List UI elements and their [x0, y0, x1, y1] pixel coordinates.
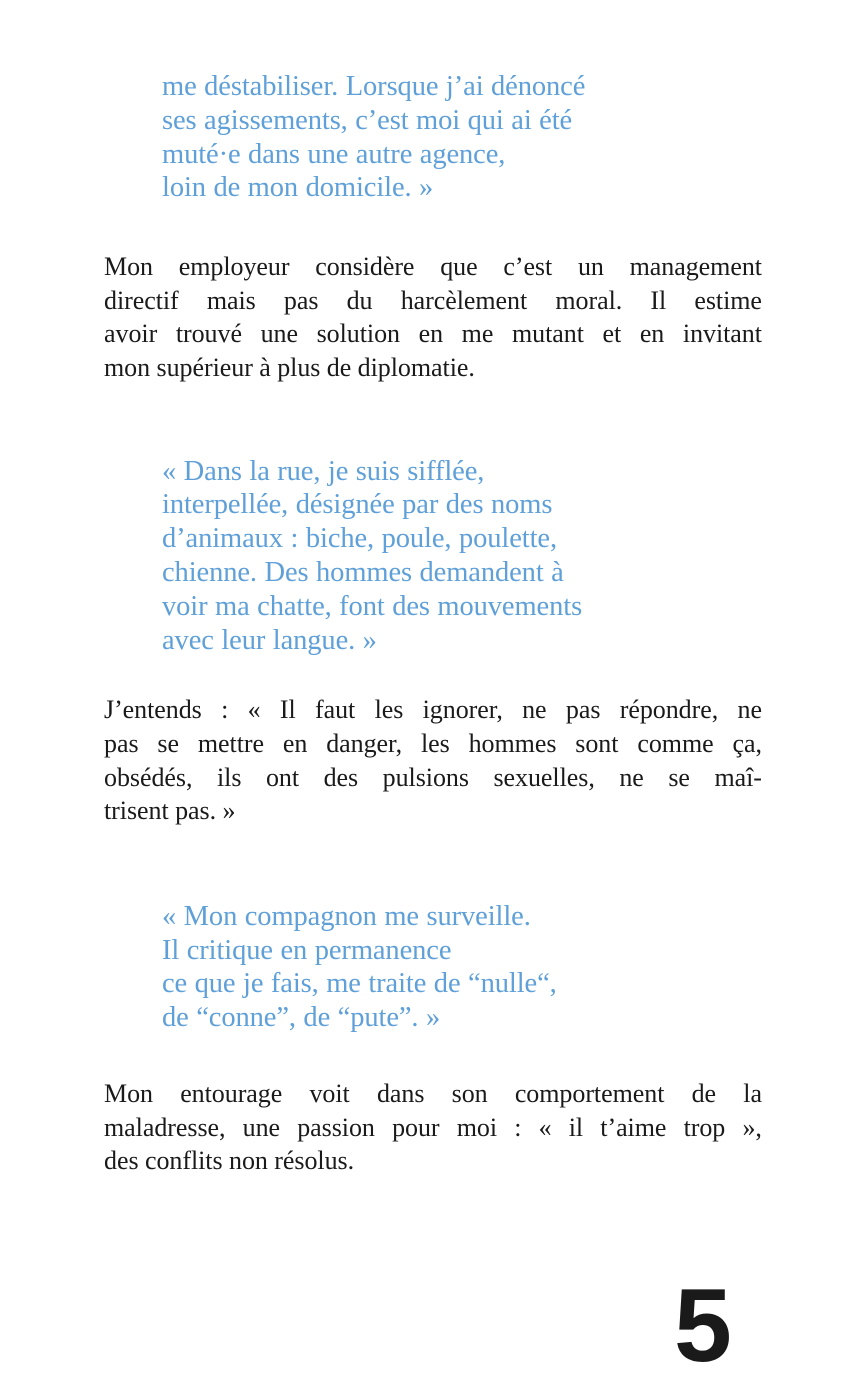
body-line: pas se mettre en danger, les hommes sont comme ça,	[104, 728, 762, 758]
page-content	[104, 70, 762, 1178]
spacer	[104, 205, 762, 250]
quote-line: « Dans la rue, je suis sifflée,	[162, 455, 485, 487]
quote-line: chienne. Des hommes demandent à	[162, 556, 564, 588]
spacer	[104, 828, 762, 900]
body-line: trisent pas. »	[104, 796, 236, 826]
body-paragraph-3	[104, 1077, 762, 1178]
body-line: mon supérieur à plus de diplomatie.	[104, 352, 475, 382]
body-line: J’entends : « Il faut les ignorer, ne pas répondre, ne	[104, 695, 762, 725]
quote-line: « Mon compagnon me surveille.	[162, 900, 531, 932]
body-line: Mon entourage voit dans son comportement de la	[104, 1078, 762, 1108]
quote-line: Il critique en permanence	[162, 934, 452, 966]
body-line: obsédés, ils ont des pulsions sexuelles, ne se maî-	[104, 762, 762, 792]
quote-line: ses agissements, c’est moi qui ai été	[162, 104, 573, 136]
body-line: avoir trouvé une solution en me mutant et en invitant	[104, 319, 762, 349]
body-paragraph-2	[104, 693, 762, 827]
pull-quote-2	[162, 455, 762, 658]
pull-quote-1	[162, 70, 762, 205]
pull-quote-3	[162, 900, 762, 1035]
quote-line: avec leur langue. »	[162, 624, 377, 656]
spacer	[104, 385, 762, 455]
quote-line: voir ma chatte, font des mouvements	[162, 590, 583, 622]
quote-line: muté·e dans une autre agence,	[162, 138, 506, 170]
body-line: des conflits non résolus.	[104, 1146, 355, 1176]
quote-line: ce que je fais, me traite de “nulle“,	[162, 968, 557, 1000]
quote-line: de “conne”, de “pute”. »	[162, 1002, 441, 1034]
spacer	[104, 1035, 762, 1077]
quote-line: interpellée, désignée par des noms	[162, 489, 553, 521]
quote-line: d’animaux : biche, poule, poulette,	[162, 523, 558, 555]
quote-line: me déstabiliser. Lorsque j’ai dénoncé	[162, 71, 586, 102]
body-line: maladresse, une passion pour moi : « il t’aime trop »,	[104, 1112, 762, 1142]
body-line: Mon employeur considère que c’est un management	[104, 252, 762, 282]
body-paragraph-1	[104, 250, 762, 384]
page-number: 5	[674, 1268, 730, 1384]
spacer	[104, 657, 762, 693]
body-line: directif mais pas du harcèlement moral. Il estime	[104, 285, 762, 315]
quote-line: loin de mon domicile. »	[162, 172, 434, 204]
